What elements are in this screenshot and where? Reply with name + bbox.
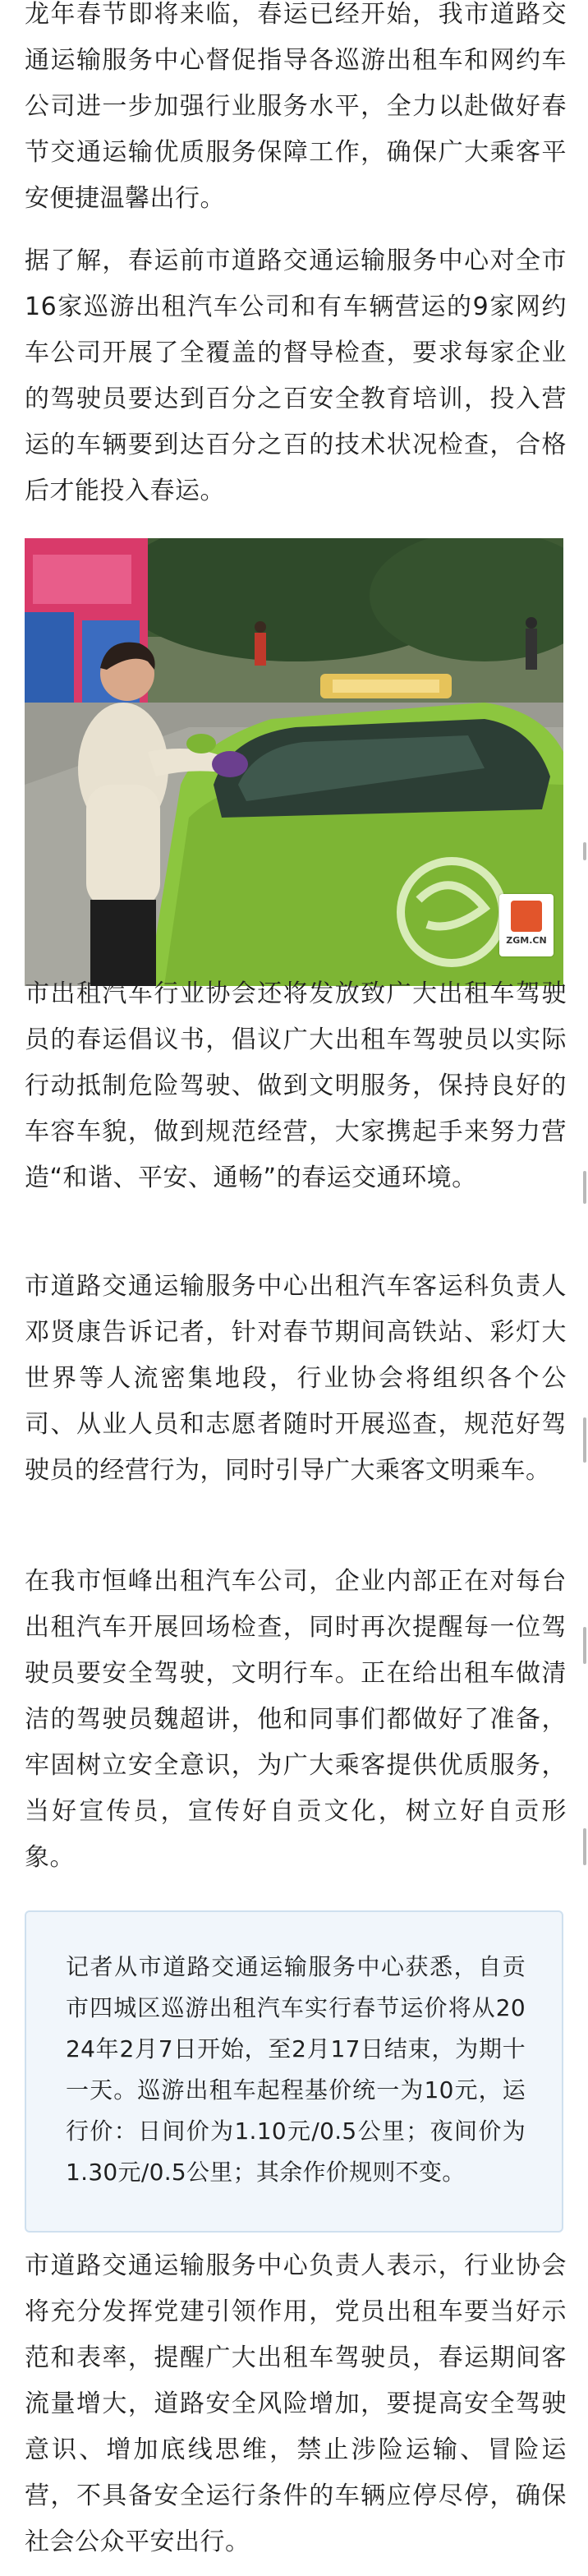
scroll-marker [583,1171,586,1204]
paragraph-company: 在我市恒峰出租汽车公司，企业内部正在对每台出租汽车开展回场检查，同时再次提醒每一位驾驶员要安全驾驶，文明行车。正在给出租车做清洁的驾驶员魏超讲，他和同事们都做好了准备，牢固树立安全意识，为广大乘客提供优质服务，当好宣传员，宣传好自贡文化，树立好自贡形象。 [25,1567,567,1872]
scroll-marker [583,1627,586,1664]
scroll-thumb[interactable] [583,842,586,860]
paragraph-closing: 市道路交通运输服务中心负责人表示，行业协会将充分发挥党建引领作用，党员出租车要当好示范和表率，提醒广大出租车驾驶员，春运期间客流量增大，道路安全风险增加，要提高安全驾驶意识、增加底线思维，禁止涉险运输、冒险运营，不具备安全运行条件的车辆应停尽停，确保社会公众平安出行。 [25,2251,567,2556]
paragraph-intro: 龙年春节即将来临，春运已经开始，我市道路交通运输服务中心督促指导各巡游出租车和网约车公司进一步加强行业服务水平，全力以赴做好春节交通运输优质服务保障工作，确保广大乘客平安便捷温馨出行。 [25,0,567,213]
taxi-photo-illustration [25,538,563,986]
paragraph-initiative: 市出租汽车行业协会还将发放致广大出租车驾驶员的春运倡议书，倡议广大出租车驾驶员以实际行动抵制危险驾驶、做到文明服务，保持良好的车容车貌，做到规范经营，大家携起手来努力营造“和谐、平安、通畅”的春运交通环境。 [25,979,567,1192]
scroll-marker [583,1828,586,1865]
news-photo [25,538,563,986]
scrollbar[interactable] [583,0,588,2576]
watermark-text: ZGM.CN [506,935,547,946]
site-watermark [499,894,554,956]
site-logo-icon [511,901,542,932]
paragraph-inspection: 据了解，春运前市道路交通运输服务中心对全市16家巡游出租汽车公司和有车辆营运的9家网约车公司开展了全覆盖的督导检查，要求每家企业的驾驶员要达到百分之百安全教育培训，投入营运的车辆要到达百分之百的技术状况检查，合格后才能投入春运。 [25,247,567,505]
fare-notice-box [25,1910,563,2233]
scroll-marker [583,1417,586,1463]
fare-notice-text: 记者从市道路交通运输服务中心获悉，自贡市四城区巡游出租汽车实行春节运价将从2024年2月7日开始，至2月17日结束，为期十一天。巡游出租车起程基价统一为10元，运行价：日间价为1.10元/0.5公里；夜间价为1.30元/0.5公里；其余作价规则不变。 [66,1953,526,2186]
paragraph-patrol: 市道路交通运输服务中心出租汽车客运科负责人邓贤康告诉记者，针对春节期间高铁站、彩灯大世界等人流密集地段，行业协会将组织各个公司、从业人员和志愿者随时开展巡查，规范好驾驶员的经营行为，同时引导广大乘客文明乘车。 [25,1272,567,1485]
